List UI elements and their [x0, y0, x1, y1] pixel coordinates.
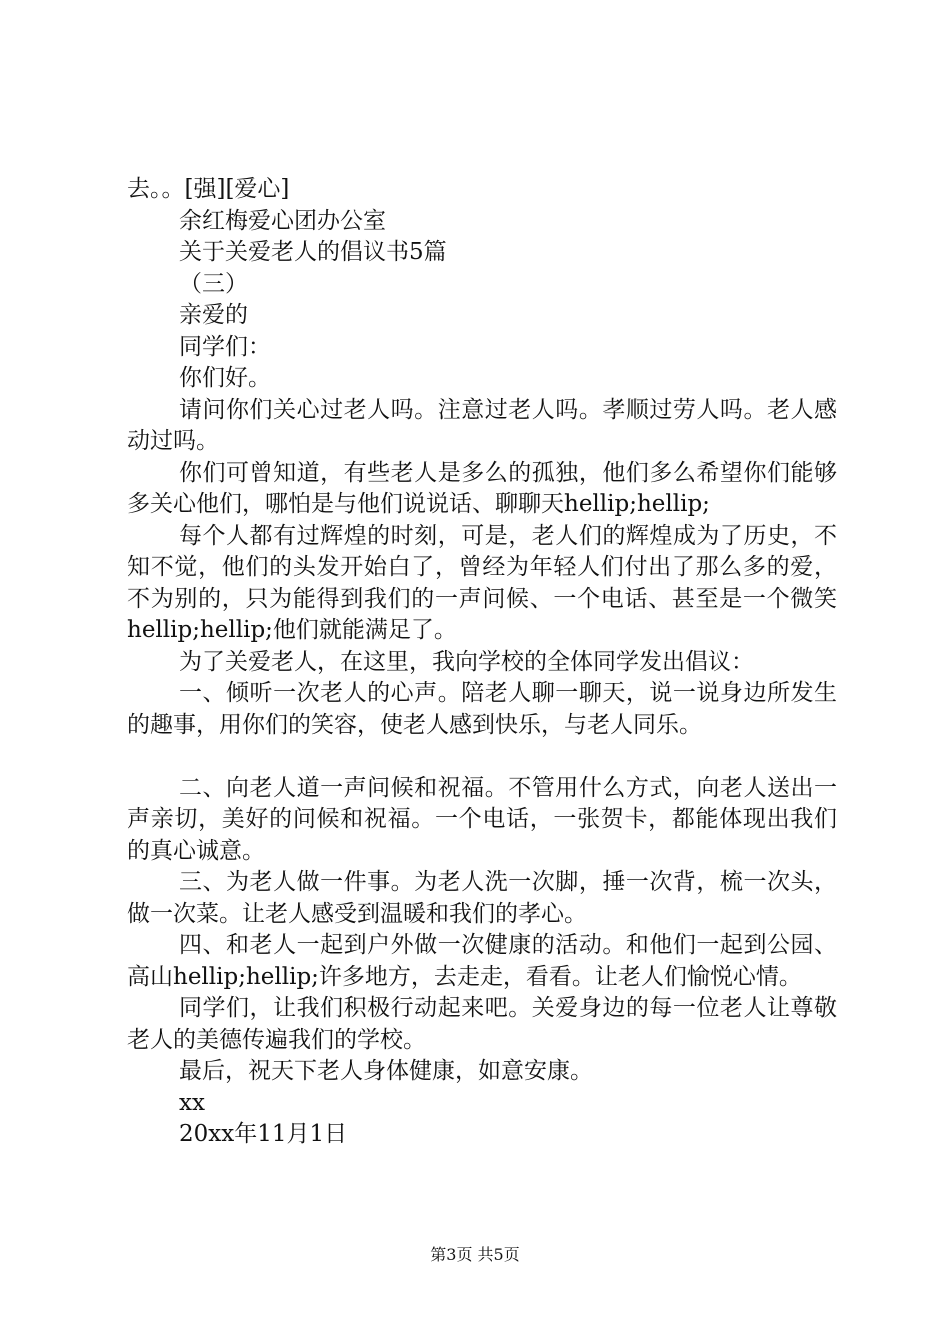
greeting-line: 你们好。: [179, 365, 271, 391]
salutation-line-1: 亲爱的: [179, 302, 248, 328]
signature: xx: [179, 1089, 205, 1116]
section-number: （三）: [179, 270, 248, 297]
paragraph-gap: [127, 741, 837, 773]
paragraph-call-to-action: 同学们，让我们积极行动起来吧。关爱身边的每一位老人让尊敬老人的美德传遍我们的学校。: [127, 995, 837, 1053]
paragraph-closing: 最后，祝天下老人身体健康，如意安康。: [179, 1058, 593, 1084]
salutation-line-2: 同学们：: [179, 333, 271, 360]
paragraph-proposal-intro: 为了关爱老人，在这里，我向学校的全体同学发出倡议：: [179, 648, 754, 675]
page-footer: 第3页 共5页: [430, 1245, 520, 1264]
document-date: 20xx年11月1日: [179, 1121, 348, 1147]
paragraph-glory: 每个人都有过辉煌的时刻，可是，老人们的辉煌成为了历史，不知不觉，他们的头发开始白了，曾经为年轻人们付出了那么多的爱，不为别的，只为能得到我们的一声问候、一个电话、甚至是一个微笑hellip;hellip;他们就能满足了。: [127, 522, 837, 643]
paragraph-questions: 请问你们关心过老人吗。注意过老人吗。孝顺过劳人吗。老人感动过吗。: [127, 396, 837, 454]
text-line-organization: 余红梅爱心团办公室: [179, 207, 386, 234]
document-body: [127, 174, 837, 1151]
paragraph-item-2: 二、向老人道一声问候和祝福。不管用什么方式，向老人送出一声亲切，美好的问候和祝福。一个电话，一张贺卡，都能体现出我们的真心诚意。: [127, 774, 837, 864]
paragraph-lonely-elders: 你们可曾知道，有些老人是多么的孤独，他们多么希望你们能够多关心他们，哪怕是与他们说说话、聊聊天hellip;hellip;: [127, 459, 837, 517]
text-line-continuation: 去。。[强][爱心]: [127, 176, 290, 202]
paragraph-item-3: 三、为老人做一件事。为老人洗一次脚，捶一次背，梳一次头，做一次菜。让老人感受到温暖和我们的孝心。: [127, 869, 837, 927]
paragraph-item-4: 四、和老人一起到户外做一次健康的活动。和他们一起到公园、高山hellip;hellip;许多地方，去走走，看看。让老人们愉悦心情。: [127, 932, 837, 990]
document-title: 关于关爱老人的倡议书5篇: [179, 239, 447, 265]
paragraph-item-1: 一、倾听一次老人的心声。陪老人聊一聊天，说一说身边所发生的趣事，用你们的笑容，使老人感到快乐，与老人同乐。: [127, 680, 837, 738]
